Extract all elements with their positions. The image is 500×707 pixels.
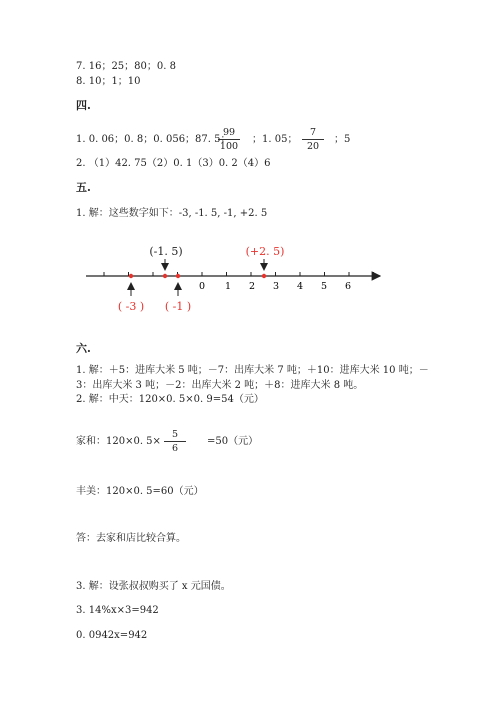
number-line-diagram [80,240,400,320]
section4-q1-sep: ；1. 05； [252,134,298,145]
q3-equation-2: 0. 0942x=942 [76,630,148,641]
section4-q2: 2. （1）42. 75（2）0. 1（3）0. 2（4）6 [76,158,271,169]
section4-q1-start: 1. 0. 06；0. 8；0. 056；87. 5； [76,134,231,145]
fraction-numerator: 99 [222,127,236,138]
tick-label-3: 3 [272,281,280,292]
section4-heading: 四. [76,99,91,112]
section3-line7: 7. 16；25；80；0. 8 [76,61,176,72]
label-minus-1-5: (-1. 5) [149,245,183,258]
section4-q1-end: ；5 [334,134,351,145]
section6-q1-line2: 3：出库大米 3 吨；－2：出库大米 2 吨；＋8：进库大米 8 吨。 [76,380,364,391]
fraction-bar [218,139,240,140]
section3-line8: 8. 10；1；10 [76,76,141,87]
fraction-numerator: 7 [309,127,317,138]
label-minus-3: ( -3 ) [117,300,145,313]
point-minus-1 [176,274,180,278]
jiahe-start: 家和：120×0. 5× [76,436,161,447]
point-plus-2-5 [262,274,266,278]
tick-label-0: 0 [198,281,206,292]
section6-q1-line1: 1. 解：＋5：进库大米 5 吨；－7：出库大米 7 吨；＋10：进库大米 10 吨；－ [76,365,429,376]
jiahe-end: =50（元） [207,436,259,447]
fraction-5-6 [164,429,186,454]
tick-label-1: 1 [224,281,232,292]
tick-label-2: 2 [248,281,256,292]
q3-line: 3. 解：设张叔叔购买了 x 元国债。 [76,581,231,592]
point-minus-3 [129,274,133,278]
point-minus-1-5 [163,274,167,278]
fraction-99-100 [218,127,240,152]
fraction-numerator: 5 [171,429,179,440]
q3-equation-1: 3. 14%x×3=942 [76,605,159,616]
fraction-bar [164,441,186,442]
tick-label-4: 4 [296,281,304,292]
fraction-denominator: 100 [219,141,239,152]
fengmei-line: 丰美：120×0. 5=60（元） [76,486,204,497]
answer-line: 答：去家和店比较合算。 [76,533,186,544]
fraction-7-20 [302,127,324,152]
fraction-bar [302,139,324,140]
fraction-denominator: 20 [306,141,320,152]
section5-heading: 五. [76,181,91,194]
label-plus-2-5: (+2. 5) [245,245,285,258]
tick-label-5: 5 [320,281,328,292]
tick-label-6: 6 [344,281,352,292]
fraction-denominator: 6 [171,443,179,454]
section6-q2-line1: 2. 解：中天：120×0. 5×0. 9=54（元） [76,394,264,405]
tick-marks [104,272,374,276]
section5-q1: 1. 解：这些数字如下：-3, -1. 5, -1, +2. 5 [76,208,268,219]
label-minus-1: ( -1 ) [164,300,192,313]
section6-heading: 六. [76,342,91,355]
